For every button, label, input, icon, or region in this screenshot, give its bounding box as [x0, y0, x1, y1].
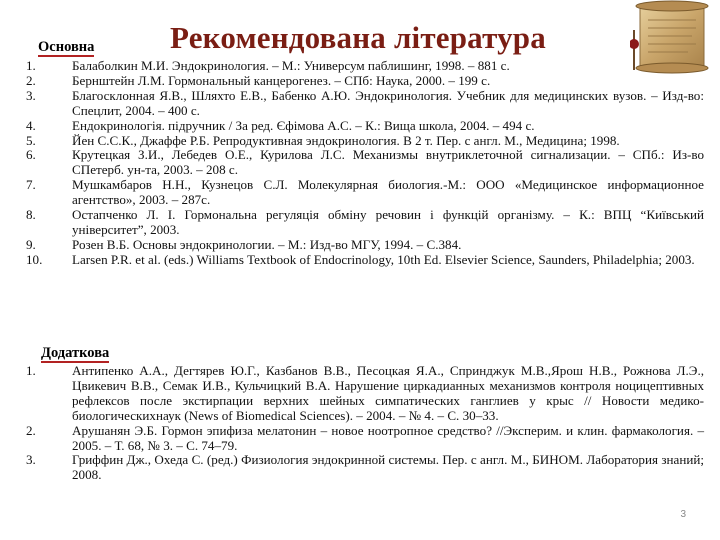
list-item: 5. Йен С.С.К., Джаффе Р.Б. Репродуктивная эндокринология. В 2 т. Пер. с англ. М., Медицина; 1998.	[26, 132, 620, 148]
extra-reference-list	[26, 364, 704, 483]
extra-section-label: Додаткова	[41, 345, 110, 361]
main-reference-list	[26, 59, 704, 268]
list-item: 7. Мушкамбаров Н.Н., Кузнецов С.Л. Молекулярная биология.-М.: ООО «Медицинское информационное агентство», 2003. – 287с.	[26, 177, 704, 208]
list-item: 1. Антипенко А.А., Дегтярев Ю.Г., Казбанов В.В., Песоцкая Я.А., Спринджук М.В.,Ярош Н.В., Рожнова Л.Э., Цвикевич В.В., Семак И.В., Кульчицкий В.А. Нарушение циркадианных механизмов контроля ноцицептивных рефлексов после экстирпации верхних шейных симпатических ганглиев у крыс // Новости медико-биологическихнаук (News of Biomedical Sciences). – 2004. – № 4. – С. 30–33.	[26, 363, 704, 423]
list-item: 3. Гриффин Дж., Охеда С. (ред.) Физиология эндокринной системы. Пер. с англ. М., БИНОМ. Лаборатория знаний; 2008.	[26, 452, 704, 483]
list-item: 1. Балаболкин М.И. Эндокринология. – М.: Универсум паблишинг, 1998. – 881 с.	[26, 58, 510, 73]
list-item: 4. Ендокринологія. підручник / За ред. Єфімова А.С. – К.: Вища школа, 2004. – 494 с.	[26, 117, 535, 133]
list-item: 2. Арушанян Э.Б. Гормон эпифиза мелатонин – новое ноотропное средство? //Эксперим. и клин. фармакология. – 2005. – Т. 68, № 3. – С. 74–79.	[26, 422, 704, 453]
slide-title: Рекомендована література	[170, 20, 546, 55]
list-item: 2. Бернштейн Л.М. Гормональный канцерогенез. – СПб: Наука, 2000. – 199 с.	[26, 72, 491, 88]
list-item: 3. Благосклонная Я.В., Шляхто Е.В., Бабенко А.Ю. Эндокринология. Учебник для медицинских вузов. – Изд-во: Спецлит, 2004. – 400 с.	[26, 87, 704, 118]
list-item: 9. Розен В.Б. Основы эндокринологии. – М.: Изд-во МГУ, 1994. – С.384.	[26, 236, 462, 252]
list-item: 6. Крутецкая З.И., Лебедев О.Е., Курилова Л.С. Механизмы внутриклеточной сигнализации. – СПб.: Из-во СПетерб. ун-та, 2003. – 208 с.	[26, 147, 704, 178]
page-number: 3	[680, 509, 686, 520]
list-item: 8. Остапченко Л. І. Гормональна регуляція обміну речовин і функцій організму. – К.: ВПЦ “Київський університет”, 2003.	[26, 207, 704, 237]
main-section-label: Основна	[38, 39, 95, 55]
list-item: 10. Larsen P.R. et al. (eds.) Williams Textbook of Endocrinology, 10th Ed. Elsevier Science, Saunders, Philadelphia; 2003.	[26, 251, 695, 267]
